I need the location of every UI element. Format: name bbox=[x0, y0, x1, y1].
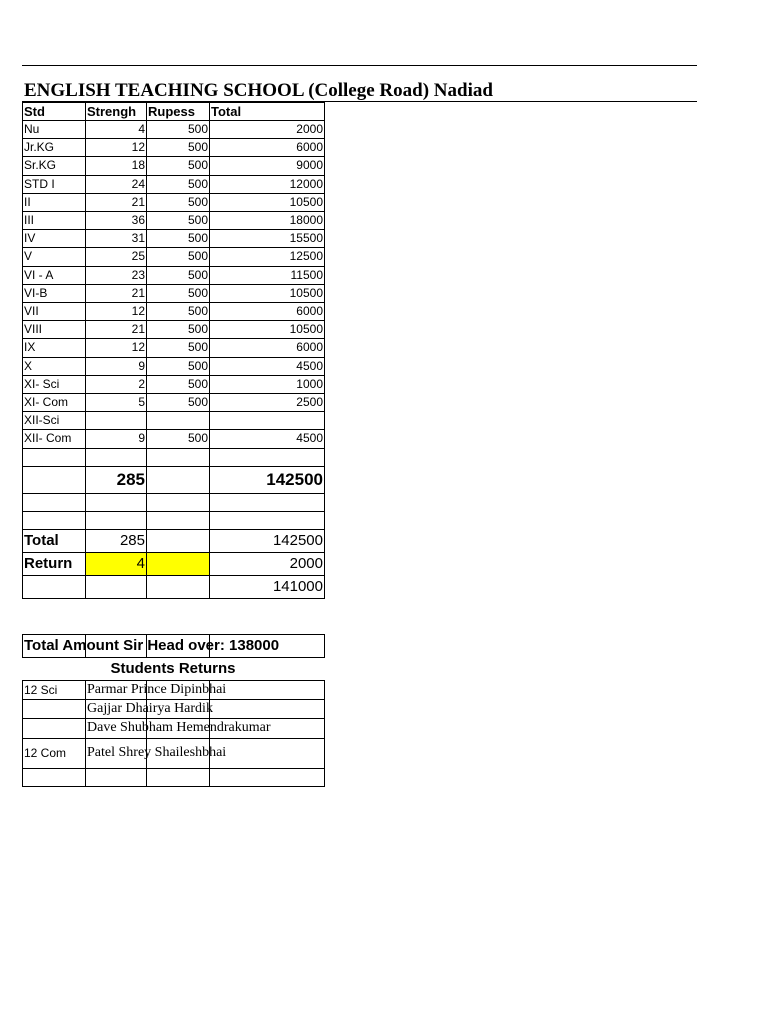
row-total: 9000 bbox=[296, 158, 323, 173]
returns-row-border bbox=[22, 718, 325, 719]
row-strength: 5 bbox=[138, 395, 145, 409]
row-rupees: 500 bbox=[187, 395, 208, 409]
row-strength: 21 bbox=[131, 322, 145, 337]
row-rupees: 500 bbox=[187, 176, 208, 191]
row-rupees: 500 bbox=[187, 267, 208, 282]
table-row-border bbox=[22, 302, 325, 303]
handover-column-border bbox=[22, 634, 23, 658]
table-row-border bbox=[22, 284, 325, 285]
return-amount: 2000 bbox=[289, 554, 323, 572]
row-total: 10500 bbox=[289, 194, 323, 209]
row-strength: 25 bbox=[131, 249, 145, 264]
row-std: II bbox=[24, 194, 31, 209]
table-row-border bbox=[22, 102, 325, 103]
row-total: 18000 bbox=[289, 213, 323, 227]
row-total: 6000 bbox=[296, 304, 323, 318]
row-total: 15500 bbox=[289, 231, 323, 246]
row-strength: 21 bbox=[131, 194, 145, 209]
header-total: Total bbox=[211, 104, 242, 119]
returns-row-border bbox=[22, 768, 325, 769]
row-std: XI- Com bbox=[24, 395, 69, 409]
row-total: 10500 bbox=[289, 322, 323, 337]
table-row-border bbox=[22, 229, 325, 230]
table-row-border bbox=[22, 493, 325, 494]
row-std: VIII bbox=[24, 322, 43, 337]
sum-total: 142500 bbox=[266, 469, 323, 489]
row-std: VI-B bbox=[24, 285, 48, 300]
row-rupees: 500 bbox=[187, 431, 208, 446]
row-total: 10500 bbox=[289, 285, 323, 300]
table-row-border bbox=[22, 320, 325, 321]
row-total: 4500 bbox=[296, 431, 323, 446]
returns-student-name: Gajjar Dhairya Hardik bbox=[87, 700, 213, 716]
row-strength: 9 bbox=[138, 358, 145, 373]
sum-strength: 285 bbox=[116, 469, 145, 489]
table-row-border bbox=[22, 552, 325, 553]
returns-std: 12 Com bbox=[24, 746, 67, 760]
return-strength: 4 bbox=[136, 554, 145, 572]
row-rupees: 500 bbox=[187, 376, 208, 391]
row-std: IX bbox=[24, 340, 36, 355]
row-rupees: 500 bbox=[187, 122, 208, 136]
row-std: X bbox=[24, 358, 33, 373]
table-row-border bbox=[22, 575, 325, 576]
table-row-border bbox=[22, 393, 325, 394]
row-strength: 12 bbox=[131, 340, 145, 355]
row-strength: 23 bbox=[131, 267, 145, 282]
table-row-border bbox=[22, 211, 325, 212]
returns-row-border bbox=[22, 738, 325, 739]
total-amount: 142500 bbox=[272, 531, 323, 549]
row-rupees: 500 bbox=[187, 358, 208, 373]
row-total: 4500 bbox=[296, 358, 323, 373]
row-std: VI - A bbox=[24, 267, 54, 282]
row-rupees: 500 bbox=[187, 231, 208, 246]
row-strength: 18 bbox=[131, 158, 145, 173]
table-row-border bbox=[22, 448, 325, 449]
table-row-border bbox=[22, 429, 325, 430]
table-row-border bbox=[22, 247, 325, 248]
row-rupees: 500 bbox=[187, 322, 208, 337]
row-std: III bbox=[24, 213, 35, 227]
row-total: 2000 bbox=[296, 122, 323, 136]
row-rupees: 500 bbox=[187, 340, 208, 355]
table-row-border bbox=[22, 511, 325, 512]
row-total: 6000 bbox=[296, 140, 323, 155]
row-std: XII- Com bbox=[24, 431, 72, 446]
returns-row-border bbox=[22, 680, 325, 681]
table-column-border bbox=[22, 102, 23, 599]
row-std: V bbox=[24, 249, 33, 264]
row-strength: 31 bbox=[131, 231, 145, 246]
row-total: 6000 bbox=[296, 340, 323, 355]
returns-row-border bbox=[22, 786, 325, 787]
returns-heading: Students Returns bbox=[110, 660, 236, 677]
title-top-border bbox=[22, 65, 697, 66]
row-std: Sr.KG bbox=[24, 158, 57, 173]
header-rupees: Rupess bbox=[148, 104, 195, 119]
net-amount: 141000 bbox=[272, 577, 323, 595]
table-row-border bbox=[22, 529, 325, 530]
handover-border-top bbox=[22, 634, 325, 635]
table-row-border bbox=[22, 120, 325, 121]
table-row-border bbox=[22, 175, 325, 176]
page-title: ENGLISH TEACHING SCHOOL (College Road) Nadiad bbox=[24, 80, 493, 101]
row-std: STD I bbox=[24, 176, 55, 191]
row-rupees: 500 bbox=[187, 194, 208, 209]
row-std: Jr.KG bbox=[24, 140, 55, 155]
row-strength: 12 bbox=[131, 140, 145, 155]
row-std: VII bbox=[24, 304, 39, 318]
row-std: IV bbox=[24, 231, 36, 246]
row-strength: 12 bbox=[131, 304, 145, 318]
returns-std: 12 Sci bbox=[24, 682, 58, 697]
return-label: Return bbox=[24, 554, 73, 572]
row-total: 11500 bbox=[290, 267, 323, 282]
row-rupees: 500 bbox=[187, 285, 208, 300]
table-row-border bbox=[22, 375, 325, 376]
table-row-border bbox=[22, 411, 325, 412]
table-row-border bbox=[22, 598, 325, 599]
handover-border-bottom bbox=[22, 657, 325, 658]
table-row-border bbox=[22, 357, 325, 358]
row-strength: 24 bbox=[131, 176, 145, 191]
total-strength: 285 bbox=[119, 531, 145, 549]
returns-student-name: Patel Shrey Shaileshbhai bbox=[87, 745, 227, 760]
row-std: Nu bbox=[24, 122, 40, 136]
row-strength: 9 bbox=[138, 431, 145, 446]
row-rupees: 500 bbox=[187, 304, 208, 318]
row-std: XII-Sci bbox=[24, 413, 60, 428]
table-row-border bbox=[22, 156, 325, 157]
row-strength: 36 bbox=[131, 213, 145, 227]
total-label: Total bbox=[24, 531, 59, 549]
returns-student-name: Dave Shubham Hemendrakumar bbox=[87, 720, 271, 735]
row-total: 12500 bbox=[289, 249, 323, 264]
table-row-border bbox=[22, 266, 325, 267]
row-rupees: 500 bbox=[187, 213, 208, 227]
header-std: Std bbox=[24, 104, 45, 119]
returns-column-border bbox=[324, 680, 325, 787]
row-strength: 2 bbox=[138, 376, 145, 391]
row-total: 12000 bbox=[289, 176, 323, 191]
row-rupees: 500 bbox=[187, 140, 208, 155]
table-row-border bbox=[22, 466, 325, 467]
returns-row-border bbox=[22, 699, 325, 700]
returns-column-border bbox=[85, 680, 86, 787]
row-strength: 21 bbox=[131, 285, 145, 300]
row-std: XI- Sci bbox=[24, 376, 60, 391]
handover-column-border bbox=[324, 634, 325, 658]
returns-column-border bbox=[22, 680, 23, 787]
table-row-border bbox=[22, 193, 325, 194]
row-rupees: 500 bbox=[187, 249, 208, 264]
returns-student-name: Parmar Prince Dipinbhai bbox=[87, 681, 227, 697]
table-column-border bbox=[324, 102, 325, 599]
row-total: 1000 bbox=[296, 376, 323, 391]
table-row-border bbox=[22, 138, 325, 139]
row-rupees: 500 bbox=[187, 158, 208, 173]
header-strength: Strengh bbox=[87, 104, 137, 119]
row-strength: 4 bbox=[138, 122, 145, 136]
row-total: 2500 bbox=[296, 395, 323, 409]
handover-text: Total Amount Sir Head over: 138000 bbox=[24, 637, 280, 654]
table-row-border bbox=[22, 338, 325, 339]
